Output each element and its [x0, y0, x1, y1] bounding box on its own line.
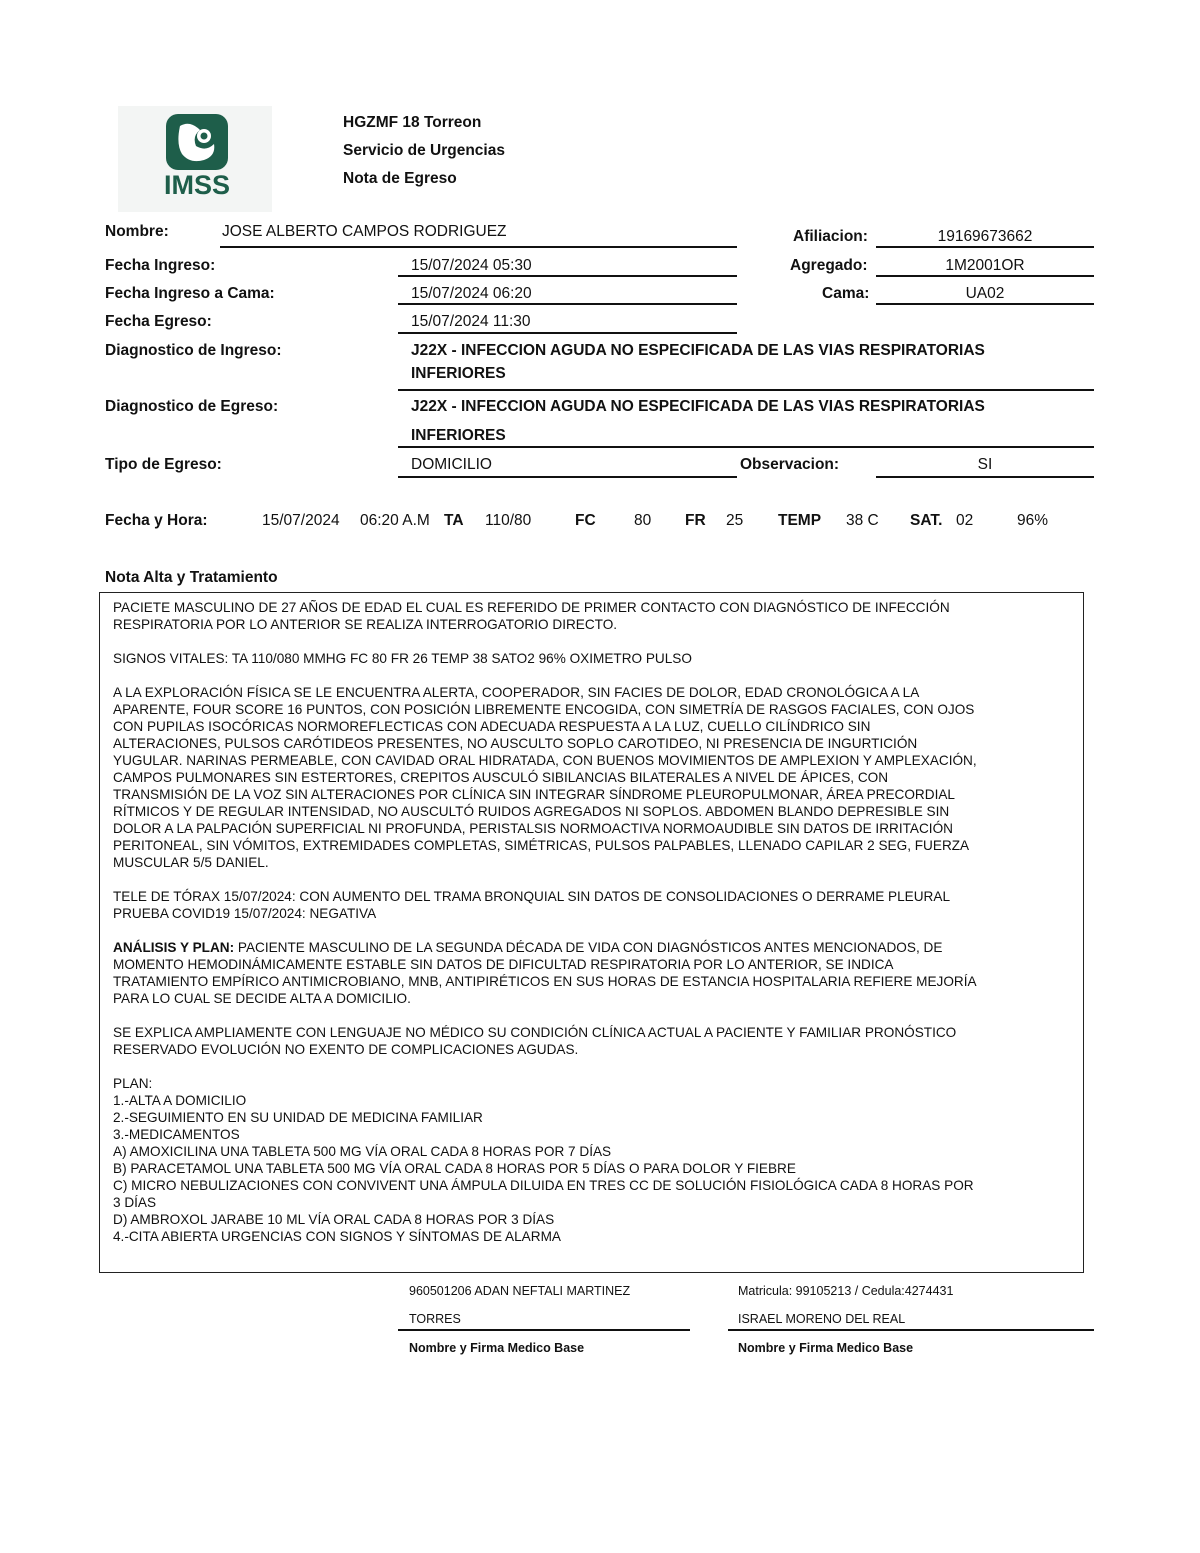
- hospital-name: HGZMF 18 Torreon: [343, 114, 482, 131]
- diag-egreso-label: Diagnostico de Egreso:: [105, 398, 279, 415]
- note-line: A LA EXPLORACIÓN FÍSICA SE LE ENCUENTRA ALERTA, COOPERADOR, SIN FACIES DE DOLOR, EDAD CRONOLÓGICA A LA: [113, 685, 920, 700]
- plan-line: PLAN:: [113, 1076, 153, 1091]
- note-line: ALTERACIONES, PULSOS CARÓTIDEOS PRESENTES, NO AUSCULTO SOPLO CAROTIDEO, NI PRESENCIA DE INGURTICIÓN: [113, 736, 918, 751]
- diag-ingreso-line1: J22X - INFECCION AGUDA NO ESPECIFICADA DE LAS VIAS RESPIRATORIAS: [411, 342, 985, 359]
- imss-emblem-icon: [118, 106, 272, 212]
- plan-line: 3.-MEDICAMENTOS: [113, 1127, 240, 1142]
- note-line: SE EXPLICA AMPLIAMENTE CON LENGUAJE NO MÉDICO SU CONDICIÓN CLÍNICA ACTUAL A PACIENTE Y FAMILIAR PRONÓSTICO: [113, 1025, 957, 1040]
- note-line: PERITONEAL, SIN VÓMITOS, EXTREMIDADES COMPLETAS, SIMÉTRICAS, PULSOS PALPABLES, LLENADO CAPILAR 2 SEG, FUERZA: [113, 838, 970, 853]
- observacion-label: Observacion:: [740, 456, 840, 473]
- agregado-underline: [876, 275, 1094, 277]
- note-line: APARENTE, FOUR SCORE 16 PUNTOS, CON POSICIÓN LIBREMENTE ENCOGIDA, CON SIMETRÍA DE RASGOS FACIALES, CON OJOS: [113, 702, 975, 717]
- vitals-fecha: 15/07/2024: [262, 512, 340, 529]
- diag-egreso-line2: INFERIORES: [411, 427, 506, 444]
- note-line: TELE DE TÓRAX 15/07/2024: CON AUMENTO DEL TRAMA BRONQUIAL SIN DATOS DE CONSOLIDACIONES O DERRAME PLEURAL: [113, 889, 951, 904]
- analysis-plan-first-line: PACIENTE MASCULINO DE LA SEGUNDA DÉCADA DE VIDA CON DIAGNÓSTICOS ANTES MENCIONADOS, DE: [234, 940, 943, 955]
- cama-value: UA02: [965, 285, 1005, 302]
- signature-right-line2: ISRAEL MORENO DEL REAL: [738, 1312, 906, 1326]
- note-paragraph-4: [113, 888, 1078, 922]
- note-paragraph-3: [113, 684, 1078, 871]
- afiliacion-value: 19169673662: [937, 228, 1033, 245]
- note-plan: [113, 1075, 1078, 1245]
- nombre-underline: [220, 246, 737, 248]
- note-line: DOLOR A LA PALPACIÓN SUPERFICIAL NI PROFUNDA, PERISTALSIS NORMOACTIVA NORMOAUDIBLE SIN DATOS DE IRRITACIÓN: [113, 821, 953, 836]
- signature-left-line1: 960501206 ADAN NEFTALI MARTINEZ: [409, 1284, 631, 1298]
- fecha-egreso-value: 15/07/2024 11:30: [411, 313, 531, 330]
- fecha-cama-label: Fecha Ingreso a Cama:: [105, 285, 275, 302]
- ta-label: TA: [444, 512, 464, 529]
- signature-left-line2: TORRES: [409, 1312, 461, 1326]
- plan-line: C) MICRO NEBULIZACIONES CON CONVIVENT UNA ÁMPULA DILUIDA EN TRES CC DE SOLUCIÓN FISIOLÓGICA CADA 8 HORAS POR: [113, 1178, 974, 1193]
- sat-label: SAT.: [910, 512, 943, 529]
- fc-value: 80: [634, 512, 652, 529]
- cama-label: Cama:: [822, 285, 870, 302]
- plan-line: D) AMBROXOL JARABE 10 ML VÍA ORAL CADA 8 HORAS POR 3 DÍAS: [113, 1212, 555, 1227]
- afiliacion-label: Afiliacion:: [793, 228, 868, 245]
- nombre-value: JOSE ALBERTO CAMPOS RODRIGUEZ: [222, 223, 507, 240]
- diag-ingreso-label: Diagnostico de Ingreso:: [105, 342, 282, 359]
- fecha-ingreso-underline: [398, 275, 737, 277]
- note-line: [113, 939, 1078, 956]
- note-line: RÍTMICOS Y DE REGULAR INTENSIDAD, NO AUSCULTÓ RUIDOS AGREGADOS NI SOPLOS. ABDOMEN BLANDO DEPRESIBLE SIN: [113, 804, 950, 819]
- observacion-value: SI: [977, 456, 993, 473]
- note-line: MOMENTO HEMODINÁMICAMENTE ESTABLE SIN DATOS DE DIFICULTAD RESPIRATORIA POR LO ANTERIOR, SE INDICA: [113, 957, 894, 972]
- note-title: Nota Alta y Tratamiento: [105, 569, 278, 586]
- fecha-ingreso-label: Fecha Ingreso:: [105, 257, 216, 274]
- signature-right-underline: [728, 1329, 1094, 1331]
- note-line: CAMPOS PULMONARES SIN ESTERTORES, CREPITOS AUSCULÓ SIBILANCIAS BILATERALES A NIVEL DE ÁPICES, CON: [113, 770, 889, 785]
- diag-egreso-line1: J22X - INFECCION AGUDA NO ESPECIFICADA DE LAS VIAS RESPIRATORIAS: [411, 398, 985, 415]
- tipo-egreso-value: DOMICILIO: [411, 456, 492, 473]
- imss-logo: [118, 106, 272, 212]
- agregado-value: 1M2001OR: [945, 257, 1025, 274]
- note-line: RESPIRATORIA POR LO ANTERIOR SE REALIZA INTERROGATORIO DIRECTO.: [113, 617, 618, 632]
- fc-label: FC: [575, 512, 596, 529]
- signature-right-caption: Nombre y Firma Medico Base: [738, 1341, 914, 1355]
- document-title: Nota de Egreso: [343, 170, 457, 187]
- note-paragraph-5: [113, 939, 1078, 1007]
- fecha-egreso-label: Fecha Egreso:: [105, 313, 212, 330]
- fecha-egreso-underline: [398, 332, 737, 334]
- fecha-cama-value: 15/07/2024 06:20: [411, 285, 532, 302]
- fecha-cama-underline: [398, 303, 737, 305]
- fecha-ingreso-value: 15/07/2024 05:30: [411, 257, 532, 274]
- temp-label: TEMP: [778, 512, 822, 529]
- imss-logo-text: IMSS: [163, 170, 231, 200]
- signature-left-underline: [398, 1329, 690, 1331]
- plan-line: 4.-CITA ABIERTA URGENCIAS CON SIGNOS Y SÍNTOMAS DE ALARMA: [113, 1229, 561, 1244]
- note-line: MUSCULAR 5/5 DANIEL.: [113, 855, 269, 870]
- sat-value: 96%: [1017, 512, 1049, 529]
- note-line: PARA LO CUAL SE DECIDE ALTA A DOMICILIO.: [113, 991, 411, 1006]
- afiliacion-underline: [876, 246, 1094, 248]
- note-line: TRANSMISIÓN DE LA VOZ SIN ALTERACIONES POR CLÍNICA SIN INTEGRAR SÍNDROME PLEUROPULMONAR, ÁREA PRECORDIAL: [113, 787, 955, 802]
- signature-left-caption: Nombre y Firma Medico Base: [409, 1341, 585, 1355]
- note-line: SIGNOS VITALES: TA 110/080 MMHG FC 80 FR 26 TEMP 38 SATO2 96% OXIMETRO PULSO: [113, 651, 692, 666]
- diag-ingreso-line2: INFERIORES: [411, 365, 506, 382]
- service-name: Servicio de Urgencias: [343, 142, 505, 159]
- note-line: CON PUPILAS ISOCÓRICAS NORMOREFLECTICAS CON ADECUADA RESPUESTA A LA LUZ, CUELLO CILÍNDRICO SIN: [113, 719, 871, 734]
- cama-underline: [876, 303, 1094, 305]
- note-paragraph-6: [113, 1024, 1078, 1058]
- note-paragraph-2: [113, 650, 1078, 667]
- note-line: TRATAMIENTO EMPÍRICO ANTIMICROBIANO, MNB, ANTIPIRÉTICOS EN SUS HORAS DE ESTANCIA HOSPITALARIA REFIERE MEJORÍA: [113, 974, 977, 989]
- diag-egreso-underline: [398, 446, 1094, 448]
- fr-value: 25: [726, 512, 744, 529]
- fecha-hora-label: Fecha y Hora:: [105, 512, 208, 529]
- temp-value: 38 C: [846, 512, 879, 529]
- diag-ingreso-underline: [398, 389, 1094, 391]
- nombre-label: Nombre:: [105, 223, 169, 240]
- agregado-label: Agregado:: [790, 257, 868, 274]
- observacion-underline: [876, 476, 1094, 478]
- vitals-hora: 06:20 A.M: [360, 512, 430, 529]
- note-paragraph-1: [113, 599, 1078, 633]
- ta-value: 110/80: [485, 512, 532, 529]
- note-line: PACIETE MASCULINO DE 27 AÑOS DE EDAD EL CUAL ES REFERIDO DE PRIMER CONTACTO CON DIAGNÓSTICO DE INFECCIÓN: [113, 600, 950, 615]
- plan-line: A) AMOXICILINA UNA TABLETA 500 MG VÍA ORAL CADA 8 HORAS POR 7 DÍAS: [113, 1144, 612, 1159]
- plan-line: 3 DÍAS: [113, 1195, 157, 1210]
- sat-unit: 02: [956, 512, 974, 529]
- tipo-egreso-underline: [398, 476, 737, 478]
- plan-line: 1.-ALTA A DOMICILIO: [113, 1093, 247, 1108]
- plan-line: B) PARACETAMOL UNA TABLETA 500 MG VÍA ORAL CADA 8 HORAS POR 5 DÍAS O PARA DOLOR Y FIEBRE: [113, 1161, 796, 1176]
- note-line: PRUEBA COVID19 15/07/2024: NEGATIVA: [113, 906, 377, 921]
- note-line: YUGULAR. NARINAS PERMEABLE, CON CAVIDAD ORAL HIDRATADA, CON BUENOS MOVIMIENTOS DE AMPLEXION Y AMPLEXACIÓN,: [113, 753, 977, 768]
- signature-right-line1: Matricula: 99105213 / Cedula:4274431: [738, 1284, 954, 1298]
- plan-line: 2.-SEGUIMIENTO EN SU UNIDAD DE MEDICINA FAMILIAR: [113, 1110, 483, 1125]
- tipo-egreso-label: Tipo de Egreso:: [105, 456, 222, 473]
- note-line: RESERVADO EVOLUCIÓN NO EXENTO DE COMPLICACIONES AGUDAS.: [113, 1042, 579, 1057]
- note-text: [113, 599, 1078, 1262]
- analysis-plan-heading: ANÁLISIS Y PLAN:: [113, 940, 235, 955]
- fr-label: FR: [685, 512, 706, 529]
